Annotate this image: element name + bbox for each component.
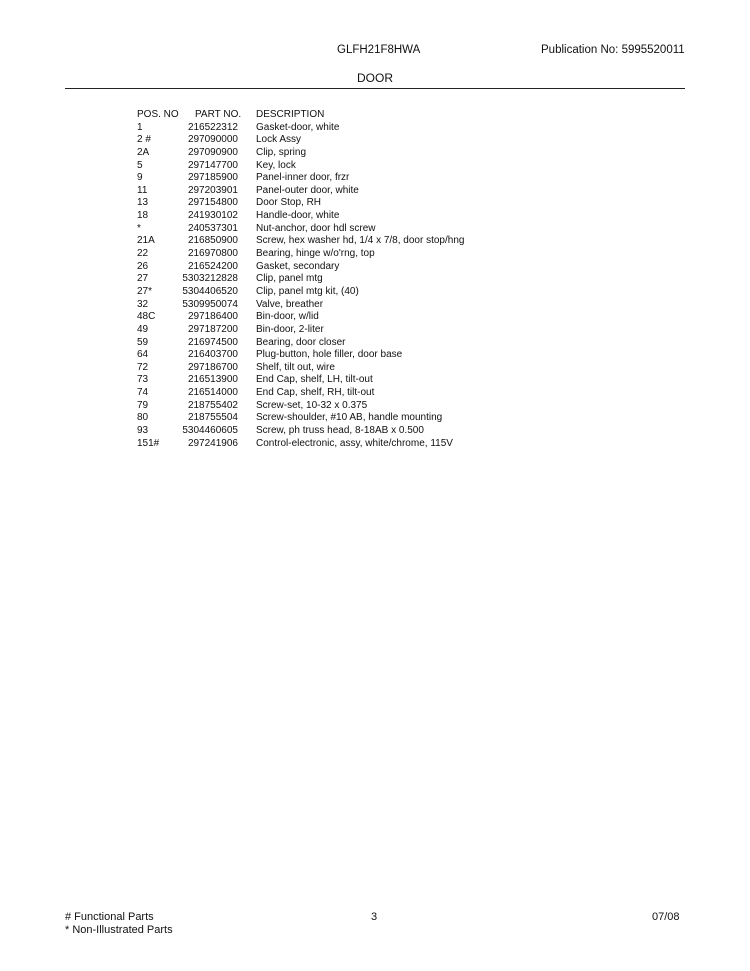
column-header-description: DESCRIPTION xyxy=(256,109,325,120)
cell-description: Lock Assy xyxy=(256,134,302,146)
table-row xyxy=(0,160,750,173)
table-row xyxy=(0,122,750,135)
cell-part-number: 216403700 xyxy=(187,349,238,361)
cell-part-number: 297186400 xyxy=(187,311,238,323)
publication-label: Publication No: xyxy=(541,44,619,56)
cell-pos: 79 xyxy=(137,399,149,411)
table-row xyxy=(0,324,750,337)
table-row xyxy=(0,210,750,223)
cell-part-number: 216524200 xyxy=(187,260,238,272)
cell-pos: 26 xyxy=(137,260,149,272)
cell-pos: 9 xyxy=(137,172,143,184)
cell-description: Panel-outer door, white xyxy=(256,184,359,196)
revision-date: 07/08 xyxy=(652,911,680,923)
cell-description: Control-electronic, assy, white/chrome, 115V xyxy=(256,437,453,449)
cell-description: Bearing, hinge w/o'rng, top xyxy=(256,248,375,260)
table-row xyxy=(0,362,750,375)
cell-part-number: 297203901 xyxy=(187,184,238,196)
cell-description: Screw, ph truss head, 8-18AB x 0.500 xyxy=(256,425,424,437)
cell-pos: 11 xyxy=(137,184,148,196)
cell-part-number: 241930102 xyxy=(187,210,238,222)
cell-pos: 93 xyxy=(137,425,149,437)
cell-description: Clip, panel mtg xyxy=(256,273,323,285)
legend-functional-parts: # Functional Parts xyxy=(65,911,154,923)
cell-part-number: 297187200 xyxy=(187,323,238,335)
cell-description: End Cap, shelf, RH, tilt-out xyxy=(256,387,375,399)
table-row xyxy=(0,172,750,185)
cell-description: Shelf, tilt out, wire xyxy=(256,361,335,373)
cell-part-number: 5304460605 xyxy=(182,425,238,437)
table-row xyxy=(0,134,750,147)
cell-part-number: 297154800 xyxy=(187,197,238,209)
cell-description: Clip, spring xyxy=(256,146,307,158)
cell-part-number: 218755504 xyxy=(187,412,238,424)
cell-description: Door Stop, RH xyxy=(256,197,322,209)
table-row xyxy=(0,147,750,160)
table-row xyxy=(0,387,750,400)
cell-part-number: 297090000 xyxy=(187,134,238,146)
table-row xyxy=(0,400,750,413)
cell-pos: * xyxy=(137,222,141,234)
cell-description: Valve, breather xyxy=(256,298,324,310)
table-row xyxy=(0,273,750,286)
cell-pos: 59 xyxy=(137,336,149,348)
cell-part-number: 297185900 xyxy=(187,172,238,184)
cell-pos: 2A xyxy=(137,146,150,158)
cell-part-number: 297241906 xyxy=(187,437,238,449)
cell-pos: 49 xyxy=(137,323,149,335)
table-row xyxy=(0,374,750,387)
cell-pos: 18 xyxy=(137,210,149,222)
table-row xyxy=(0,197,750,210)
cell-part-number: 240537301 xyxy=(187,222,238,234)
cell-pos: 13 xyxy=(137,197,149,209)
table-row xyxy=(0,425,750,438)
cell-description: Screw, hex washer hd, 1/4 x 7/8, door stop/hng xyxy=(256,235,465,247)
table-row xyxy=(0,261,750,274)
cell-pos: 21A xyxy=(137,235,155,247)
cell-pos: 22 xyxy=(137,248,149,260)
cell-pos: 27* xyxy=(137,285,153,297)
table-row xyxy=(0,349,750,362)
cell-description: Key, lock xyxy=(256,159,296,171)
model-number: GLFH21F8HWA xyxy=(337,44,421,56)
table-row xyxy=(0,438,750,451)
cell-part-number: 218755402 xyxy=(187,399,238,411)
table-header-row xyxy=(0,109,750,122)
cell-part-number: 216513900 xyxy=(187,374,238,386)
section-title: DOOR xyxy=(357,71,393,85)
cell-pos: 32 xyxy=(137,298,149,310)
parts-table xyxy=(0,109,750,450)
cell-description: Screw-set, 10-32 x 0.375 xyxy=(256,399,368,411)
header-divider xyxy=(65,88,685,89)
cell-description: Clip, panel mtg kit, (40) xyxy=(256,285,359,297)
cell-description: Gasket, secondary xyxy=(256,260,340,272)
table-row xyxy=(0,248,750,261)
cell-pos: 48C xyxy=(137,311,156,323)
table-row xyxy=(0,337,750,350)
cell-description: Screw-shoulder, #10 AB, handle mounting xyxy=(256,412,443,424)
cell-pos: 27 xyxy=(137,273,149,285)
cell-part-number: 297090900 xyxy=(187,146,238,158)
cell-part-number: 216522312 xyxy=(187,121,238,133)
cell-part-number: 216974500 xyxy=(187,336,238,348)
cell-part-number: 216850900 xyxy=(187,235,238,247)
cell-part-number: 216970800 xyxy=(187,248,238,260)
table-row xyxy=(0,311,750,324)
cell-pos: 64 xyxy=(137,349,149,361)
cell-part-number: 297186700 xyxy=(187,361,238,373)
cell-pos: 2 # xyxy=(137,134,151,146)
table-row xyxy=(0,185,750,198)
cell-description: Bin-door, w/lid xyxy=(256,311,319,323)
table-row xyxy=(0,412,750,425)
table-row xyxy=(0,299,750,312)
page-number: 3 xyxy=(371,911,378,923)
cell-description: Panel-inner door, frzr xyxy=(256,172,350,184)
cell-description: Bearing, door closer xyxy=(256,336,346,348)
column-header-pos: POS. NO xyxy=(137,109,179,120)
cell-description: Bin-door, 2-liter xyxy=(256,323,324,335)
cell-description: Nut-anchor, door hdl screw xyxy=(256,222,376,234)
cell-description: Plug-button, hole filler, door base xyxy=(256,349,403,361)
cell-pos: 1 xyxy=(137,121,143,133)
cell-pos: 74 xyxy=(137,387,149,399)
cell-pos: 72 xyxy=(137,361,149,373)
cell-part-number: 5303212828 xyxy=(182,273,238,285)
cell-description: Handle-door, white xyxy=(256,210,340,222)
cell-part-number: 216514000 xyxy=(187,387,238,399)
table-row xyxy=(0,235,750,248)
cell-part-number: 5309950074 xyxy=(182,298,238,310)
cell-description: End Cap, shelf, LH, tilt-out xyxy=(256,374,373,386)
cell-pos: 73 xyxy=(137,374,149,386)
table-row xyxy=(0,286,750,299)
cell-part-number: 297147700 xyxy=(187,159,238,171)
cell-part-number: 5304406520 xyxy=(182,285,238,297)
publication-info xyxy=(541,44,685,56)
cell-pos: 5 xyxy=(137,159,143,171)
cell-description: Gasket-door, white xyxy=(256,121,340,133)
legend-non-illustrated-parts: * Non-Illustrated Parts xyxy=(65,924,173,936)
publication-number: 5995520011 xyxy=(621,44,685,56)
cell-pos: 80 xyxy=(137,412,149,424)
column-header-part: PART NO. xyxy=(195,109,242,120)
cell-pos: 151# xyxy=(137,437,160,449)
table-row xyxy=(0,223,750,236)
